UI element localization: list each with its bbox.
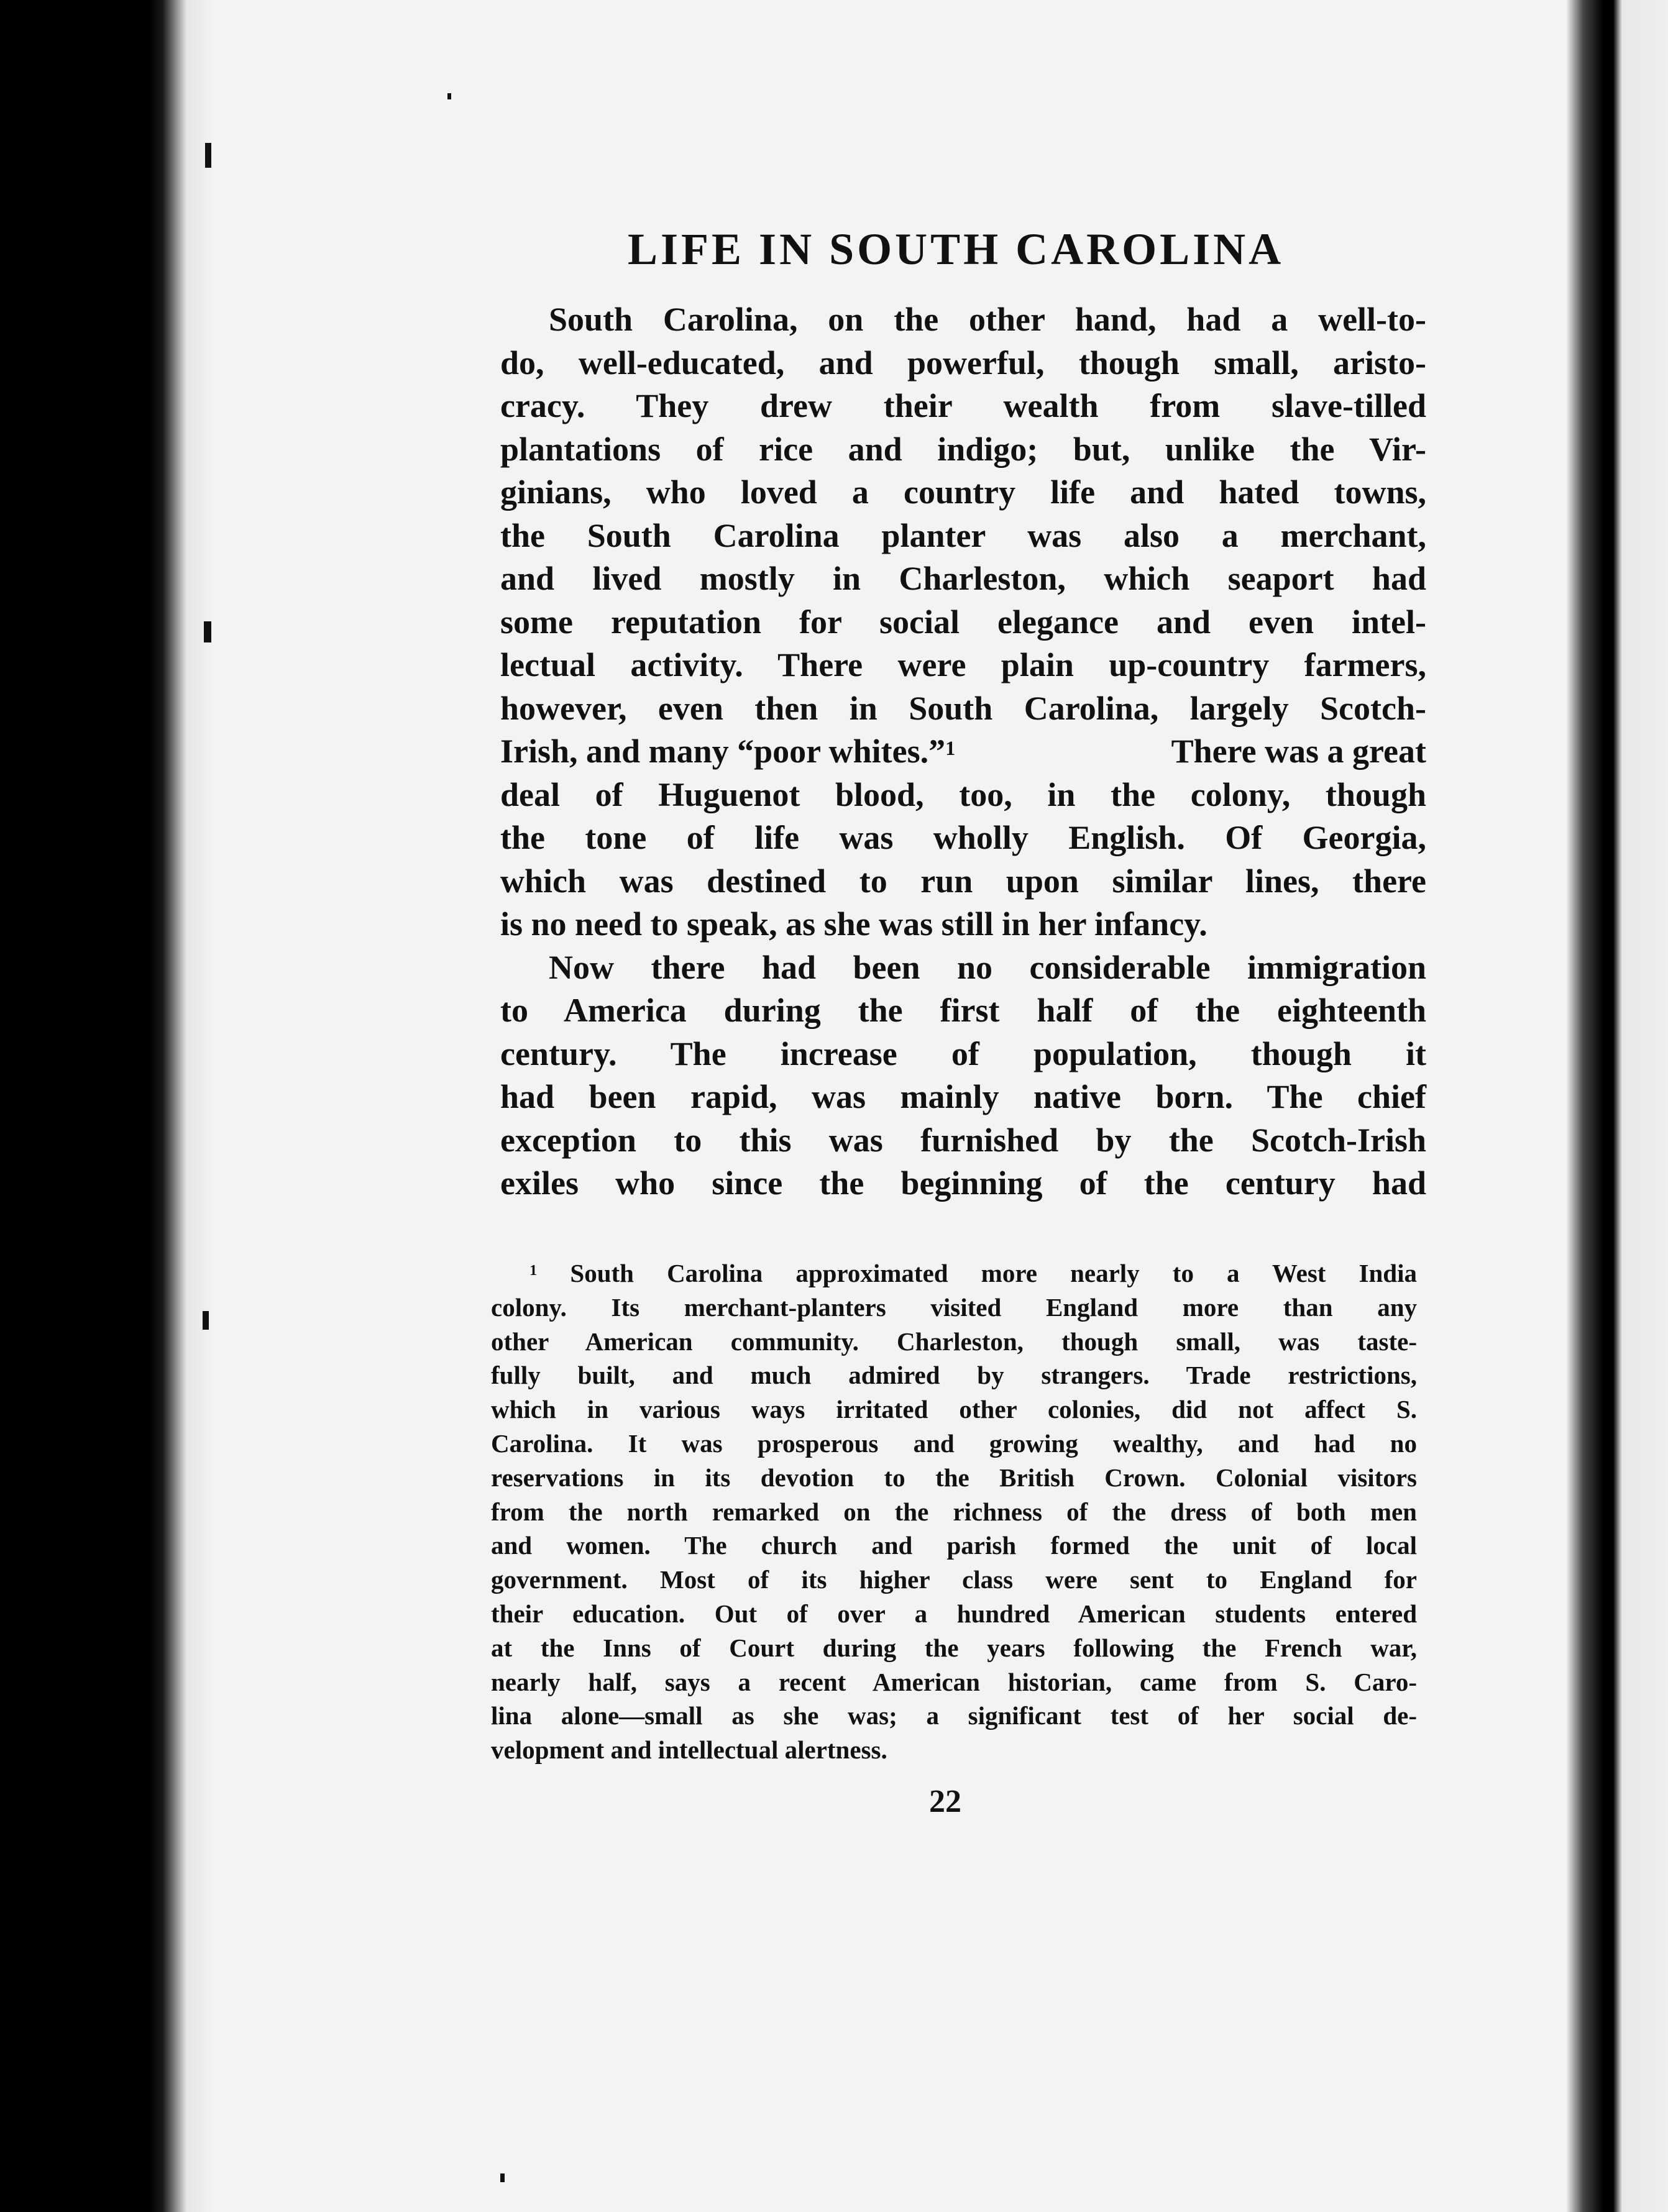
footnote-line: lina alone—small as she was; a significant test of her social de- xyxy=(491,1701,1417,1730)
footnote-line: fully built, and much admired by strangers. Trade restrictions, xyxy=(491,1361,1417,1390)
footnote-line: other American community. Charleston, though small, was taste- xyxy=(491,1327,1417,1356)
body-line: some reputation for social elegance and even intel- xyxy=(500,603,1426,641)
binding-mark xyxy=(205,143,211,168)
adjacent-page-edge xyxy=(1603,0,1668,2212)
body-line: to America during the first half of the eighteenth xyxy=(500,992,1426,1029)
footnote-line: government. Most of its higher class were sent to England for xyxy=(491,1565,1417,1594)
body-line: exiles who since the beginning of the century had xyxy=(500,1164,1426,1202)
footnote-line: and women. The church and parish formed the unit of local xyxy=(491,1531,1417,1560)
body-line-with-footnote-ref xyxy=(500,730,1426,774)
binding-mark xyxy=(500,2173,505,2182)
footnote-block xyxy=(491,1256,1417,1767)
body-line: ginians, who loved a country life and hated towns, xyxy=(500,473,1426,511)
page-edge-shadow xyxy=(1566,0,1603,2212)
body-line: had been rapid, was mainly native born. The chief xyxy=(500,1078,1426,1115)
book-gutter-left xyxy=(0,0,230,2212)
page-number: 22 xyxy=(929,1784,961,1819)
body-line: however, even then in South Carolina, largely Scotch- xyxy=(500,689,1426,727)
body-line: Now there had been no considerable immigration xyxy=(549,948,1426,986)
footnote-line: nearly half, says a recent American historian, came from S. Caro- xyxy=(491,1667,1417,1696)
footnote-line: from the north remarked on the richness of the dress of both men xyxy=(491,1497,1417,1526)
binding-mark xyxy=(203,1311,209,1330)
page-heading: LIFE IN SOUTH CAROLINA xyxy=(628,224,1285,274)
body-line: the South Carolina planter was also a merchant, xyxy=(500,516,1426,554)
footnote-line: velopment and intellectual alertness. xyxy=(491,1735,887,1765)
body-line: which was destined to run upon similar lines, there xyxy=(500,862,1426,900)
footnote-line: Carolina. It was prosperous and growing wealthy, and had no xyxy=(491,1428,1417,1458)
body-line: is no need to speak, as she was still in her infancy. xyxy=(500,905,1207,943)
binding-mark xyxy=(447,93,451,99)
body-text xyxy=(500,298,1426,1205)
footnote-line: reservations in its devotion to the British Crown. Colonial visitors xyxy=(491,1463,1417,1492)
binding-mark xyxy=(204,621,211,642)
body-line: the tone of life was wholly English. Of Georgia, xyxy=(500,819,1426,856)
body-line: cracy. They drew their wealth from slave-tilled xyxy=(500,387,1426,424)
body-line: lectual activity. There were plain up-country farmers, xyxy=(500,646,1426,683)
footnote-marker: 1 xyxy=(529,1262,538,1279)
footnote-line: which in various ways irritated other colonies, did not affect S. xyxy=(491,1395,1417,1424)
body-line: exception to this was furnished by the Scotch-Irish xyxy=(500,1121,1426,1159)
body-line: South Carolina, on the other hand, had a well-to- xyxy=(549,301,1426,338)
footnote-line: their education. Out of over a hundred American students entered xyxy=(491,1599,1417,1628)
body-line: century. The increase of population, though it xyxy=(500,1035,1426,1072)
body-line-tail: There was a great xyxy=(1171,733,1426,770)
body-line: do, well-educated, and powerful, though small, aristo- xyxy=(500,344,1426,382)
body-line: deal of Huguenot blood, too, in the colony, though xyxy=(500,775,1426,813)
footnote-line: at the Inns of Court during the years following the French war, xyxy=(491,1633,1417,1662)
footnote-line xyxy=(491,1256,1417,1291)
body-line: and lived mostly in Charleston, which seaport had xyxy=(500,560,1426,597)
footnote-reference: 1 xyxy=(945,738,956,760)
body-line-head: Irish, and many “poor whites.” xyxy=(500,733,946,770)
footnote-line: colony. Its merchant-planters visited England more than any xyxy=(491,1292,1417,1322)
footnote-line-text: South Carolina approximated more nearly to a West India xyxy=(570,1259,1418,1287)
body-line: plantations of rice and indigo; but, unlike the Vir- xyxy=(500,430,1426,468)
